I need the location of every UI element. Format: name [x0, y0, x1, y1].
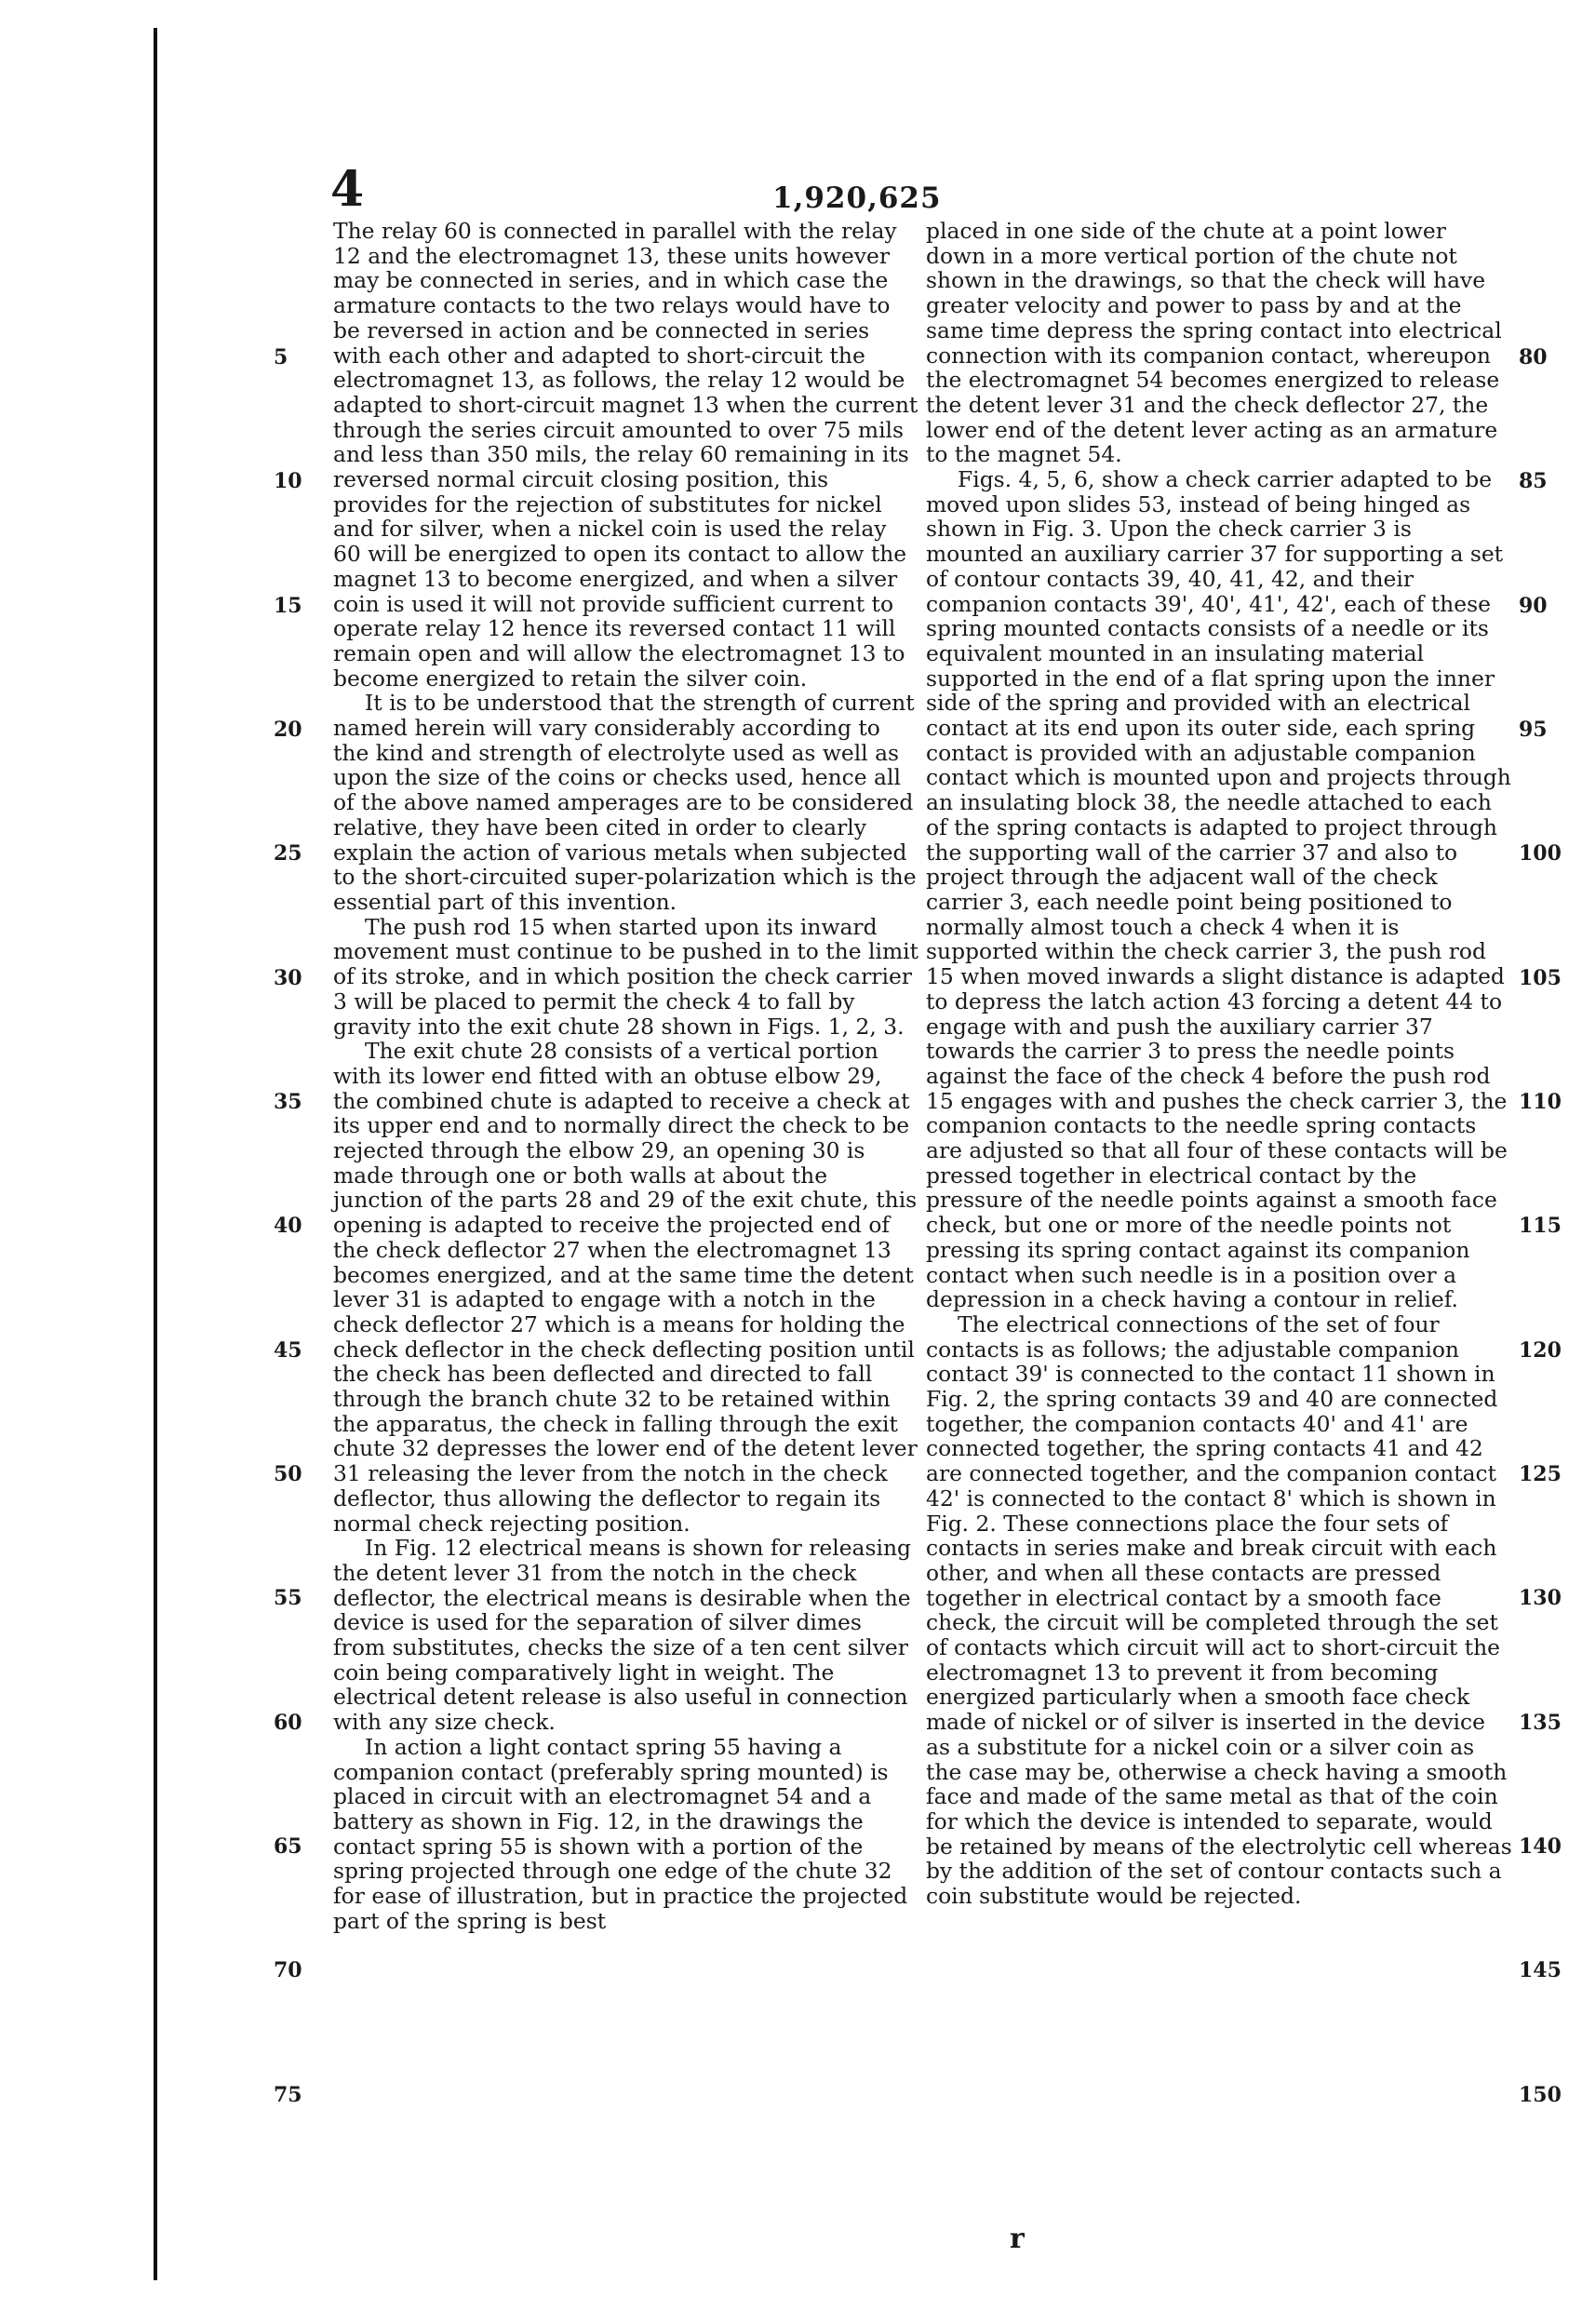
patent-number: 1,920,625	[772, 181, 942, 215]
left-text-column	[333, 219, 919, 1934]
line-number: 100	[1519, 841, 1562, 866]
line-number: 55	[274, 1586, 302, 1610]
line-number: 5	[274, 345, 288, 369]
line-number: 60	[274, 1711, 302, 1735]
paragraph: The relay 60 is connected in parallel with the relay 12 and the electromagnet 13, these units however may be connected in series, and in which case the armature contacts to the two relays would have to be reversed in action and be connected in series with each other and adapted to short-circuit the electromagnet 13, as follows, the relay 12 would be adapted to short-circuit magnet 13 when the current through the series circuit amounted to over 75 mils and less than 350 mils, the relay 60 remaining in its reversed normal circuit closing position, this provides for the rejection of substitutes for nickel and for silver, when a nickel coin is used the relay 60 will be energized to open its contact to allow the magnet 13 to become energized, and when a silver coin is used it will not provide sufficient current to operate relay 12 hence its reversed contact 11 will remain open and will allow the electromagnet 13 to become energized to retain the silver coin.	[333, 218, 918, 692]
line-number: 70	[274, 1958, 302, 1982]
line-number: 80	[1519, 345, 1548, 369]
paragraph: placed in one side of the chute at a point lower down in a more vertical portion of the chute not shown in the drawings, so that the check will have greater velocity and power to pass by and at the same time depress the spring contact into electrical connection with its companion contact, whereupon the electromagnet 54 becomes energized to release the detent lever 31 and the check deflector 27, the lower end of the detent lever acting as an armature to the magnet 54.	[926, 218, 1502, 468]
line-number: 125	[1519, 1462, 1562, 1486]
paragraph: In Fig. 12 electrical means is shown for releasing the detent lever 31 from the notch in the check deflector, the electrical means is desirable when the device is used for the separation of silver dimes from substitutes, checks the size of a ten cent silver coin being comparatively light in weight. The electrical detent release is also useful in connection with any size check.	[333, 1535, 912, 1736]
paragraph: Figs. 4, 5, 6, show a check carrier adapted to be moved upon slides 53, instead of being hinged as shown in Fig. 3. Upon the check carrier 3 is mounted an auxiliary carrier 37 for supporting a set of contour contacts 39, 40, 41, 42, and their companion contacts 39', 40', 41', 42', each of these spring mounted contacts consists of a needle or its equivalent mounted in an insulating material supported in the end of a flat spring upon the inner side of the spring and provided with an electrical contact at its end upon its outer side, each spring contact is provided with an adjustable companion contact which is mounted upon and projects through an insulating block 38, the needle attached to each of the spring contacts is adapted to project through the supporting wall of the carrier 37 and also to project through the adjacent wall of the check carrier 3, each needle point being positioned to normally almost touch a check 4 when it is supported within the check carrier 3, the push rod 15 when moved inwards a slight distance is adapted to depress the latch action 43 forcing a detent 44 to engage with and push the auxiliary carrier 37 towards the carrier 3 to press the needle points against the face of the check 4 before the push rod 15 engages with and pushes the check carrier 3, the companion contacts to the needle spring contacts are adjusted so that all four of these contacts will be pressed together in electrical contact by the pressure of the needle points against a smooth face check, but one or more of the needle points not pressing its spring contact against its companion contact when such needle is in a position over a depression in a check having a contour in relief.	[926, 466, 1511, 1313]
line-number: 120	[1519, 1338, 1562, 1363]
line-number: 65	[274, 1834, 302, 1859]
line-number: 110	[1519, 1090, 1562, 1114]
paragraph: It is to be understood that the strength of current named herein will vary considerably according to the kind and strength of electrolyte used as well as upon the size of the coins or checks used, hence all of the above named amperages are to be considered relative, they have been cited in order to clearly explain the action of various metals when subjected to the short-circuited super-polarization which is the essential part of this invention.	[333, 690, 917, 915]
line-number: 25	[274, 841, 302, 866]
line-number: 135	[1519, 1711, 1562, 1735]
line-number: 145	[1519, 1958, 1562, 1982]
paragraph: The exit chute 28 consists of a vertical portion with its lower end fitted with an obtuse elbow 29, the combined chute is adapted to receive a check at its upper end and to normally direct the check to be rejected through the elbow 29, an opening 30 is made through one or both walls at about the junction of the parts 28 and 29 of the exit chute, this opening is adapted to receive the projected end of the check deflector 27 when the electromagnet 13 becomes energized, and at the same time the detent lever 31 is adapted to engage with a notch in the check deflector 27 which is a means for holding the check deflector in the check deflecting position until the check has been deflected and directed to fall through the branch chute 32 to be retained within the apparatus, the check in falling through the exit chute 32 depresses the lower end of the detent lever 31 releasing the lever from the notch in the check deflector, thus allowing the deflector to regain its normal check rejecting position.	[333, 1038, 918, 1537]
line-number: 45	[274, 1338, 302, 1363]
paragraph: In action a light contact spring 55 having a companion contact (preferably spring mounted) is placed in circuit with an electromagnet 54 and a battery as shown in Fig. 12, in the drawings the contact spring 55 is shown with a portion of the spring projected through one edge of the chute 32 for ease of illustration, but in practice the projected part of the spring is best	[333, 1733, 908, 1934]
line-number: 150	[1519, 2083, 1562, 2107]
line-number: 115	[1519, 1214, 1562, 1238]
margin-rule	[154, 28, 157, 2280]
line-number: 15	[274, 594, 302, 618]
line-number: 40	[274, 1214, 302, 1238]
paragraph: The electrical connections of the set of four contacts is as follows; the adjustable companion contact 39' is connected to the contact 11 shown in Fig. 2, the spring contacts 39 and 40 are connected together, the companion contacts 40' and 41' are connected together, the spring contacts 41 and 42 are connected together, and the companion contact 42' is connected to the contact 8' which is shown in Fig. 2. These connections place the four sets of contacts in series make and break circuit with each other, and when all these contacts are pressed together in electrical contact by a smooth face check, the circuit will be completed through the set of contacts which circuit will act to short-circuit the electromagnet 13 to prevent it from becoming energized particularly when a smooth face check made of nickel or of silver is inserted in the device as a substitute for a nickel coin or a silver coin as the case may be, otherwise a check having a smooth face and made of the same metal as that of the coin for which the device is intended to separate, would be retained by means of the electrolytic cell whereas by the addition of the set of contour contacts such a coin substitute would be rejected.	[926, 1310, 1512, 1910]
page-number: 4	[330, 161, 365, 218]
line-number: 20	[274, 718, 302, 742]
line-number: 85	[1519, 469, 1548, 493]
line-number: 30	[274, 966, 302, 990]
line-number: 95	[1519, 718, 1548, 742]
line-number: 105	[1519, 966, 1562, 990]
paragraph: The push rod 15 when started upon its inward movement must continue to be pushed in to the limit of its stroke, and in which position the check carrier 3 will be placed to permit the check 4 to fall by gravity into the exit chute 28 shown in Figs. 1, 2, 3.	[333, 913, 919, 1040]
line-number: 90	[1519, 594, 1548, 618]
right-text-column	[926, 219, 1512, 1909]
line-number: 140	[1519, 1834, 1562, 1859]
line-number: 130	[1519, 1586, 1562, 1610]
line-number: 50	[274, 1462, 302, 1486]
line-number: 10	[274, 469, 302, 493]
bottom-mark: r	[1010, 2223, 1025, 2255]
line-number: 35	[274, 1090, 302, 1114]
line-number: 75	[274, 2083, 302, 2107]
